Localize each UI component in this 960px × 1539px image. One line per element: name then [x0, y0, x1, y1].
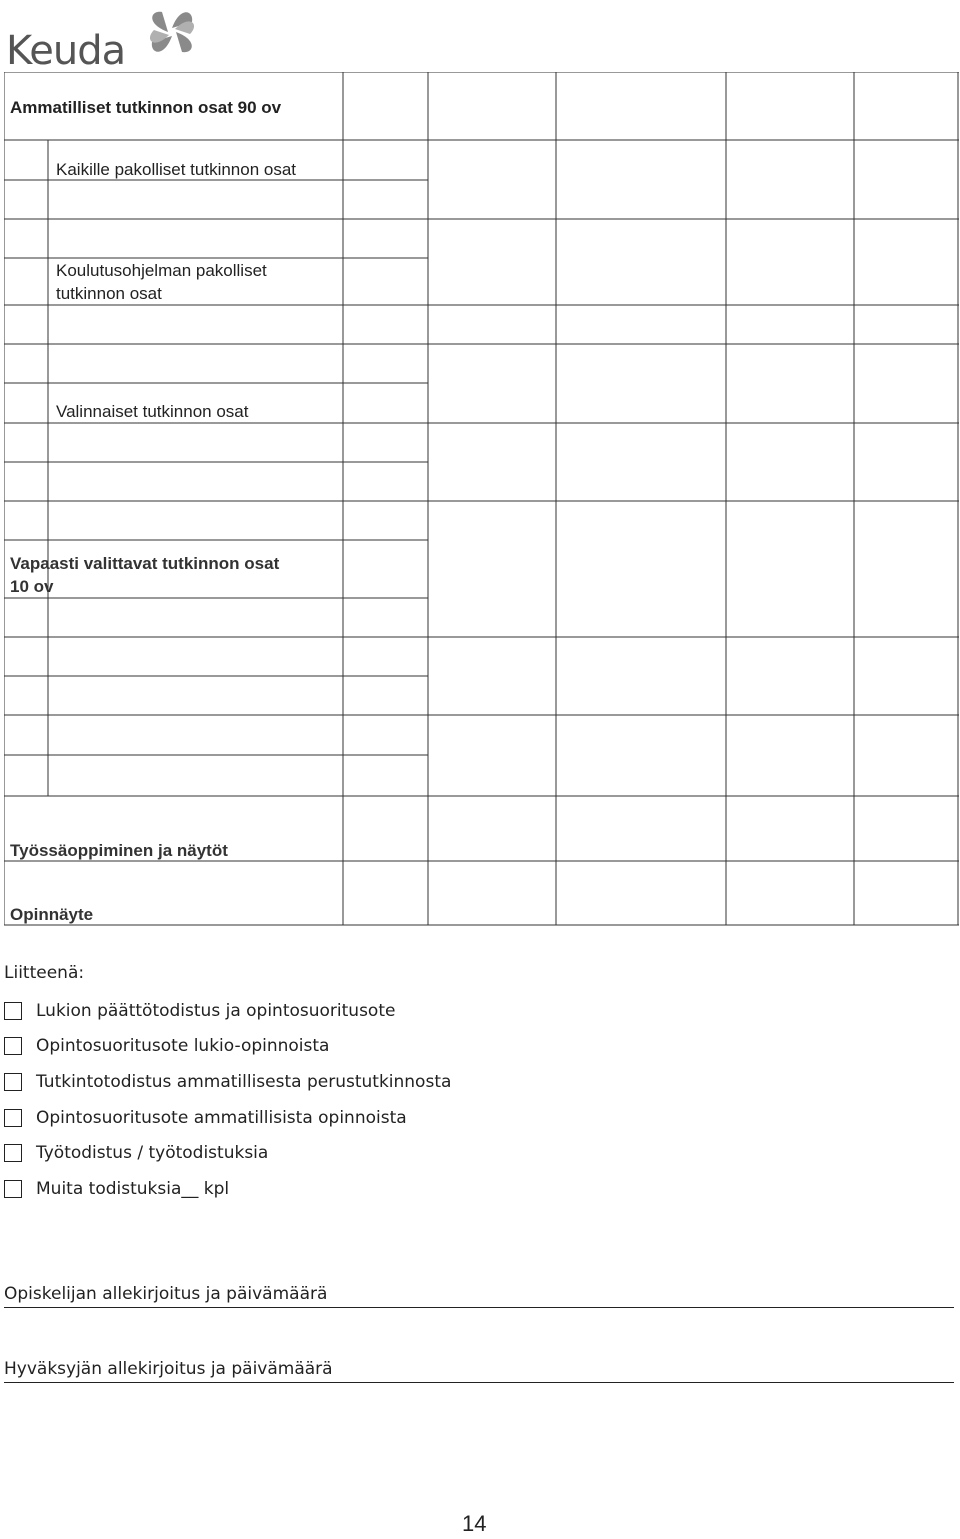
attachment-item — [4, 993, 451, 1029]
student-signature-line[interactable] — [4, 1307, 954, 1308]
checkbox[interactable] — [4, 1109, 22, 1127]
row-label-kaikille-pakolliset: Kaikille pakolliset tutkinnon osat — [56, 160, 297, 179]
page-number: 14 — [462, 1511, 487, 1536]
form-table-grid — [4, 72, 959, 926]
attachment-item — [4, 1064, 451, 1100]
row-label-tyossaoppiminen: Työssäoppiminen ja näytöt — [10, 841, 228, 860]
attachment-item — [4, 1100, 451, 1136]
checkbox[interactable] — [4, 1180, 22, 1198]
attachment-label: Työtodistus / työtodistuksia — [36, 1143, 269, 1164]
attachment-label: Tutkintotodistus ammatillisesta perustutkinnosta — [36, 1071, 452, 1092]
attachment-label: Muita todistuksia__ kpl — [36, 1178, 230, 1199]
checkbox[interactable] — [4, 1037, 22, 1055]
approver-signature-label: Hyväksyjän allekirjoitus ja päivämäärä — [4, 1359, 333, 1379]
attachment-label: Opintosuoritusote ammatillisista opinnoista — [36, 1107, 407, 1128]
row-label-ammatilliset: Ammatilliset tutkinnon osat 90 ov — [10, 98, 282, 117]
keuda-logo — [4, 0, 204, 76]
student-signature-label: Opiskelijan allekirjoitus ja päivämäärä — [4, 1284, 328, 1304]
attachment-item — [4, 1135, 451, 1171]
logo-text: Keuda — [6, 28, 126, 74]
approver-signature-line[interactable] — [4, 1382, 954, 1383]
row-label-valinnaiset: Valinnaiset tutkinnon osat — [56, 402, 249, 421]
checkbox[interactable] — [4, 1073, 22, 1091]
row-label-opinnayte: Opinnäyte — [10, 905, 94, 924]
attachment-label: Opintosuoritusote lukio-opinnoista — [36, 1036, 330, 1057]
row-label-koulutusohjelman: Koulutusohjelman pakolliset tutkinnon osat — [56, 261, 267, 303]
attachment-item — [4, 1171, 451, 1207]
row-label-vapaasti-valittavat: Vapaasti valittavat tutkinnon osat 10 ov — [10, 554, 280, 596]
checkbox[interactable] — [4, 1144, 22, 1162]
attachment-label: Lukion päättötodistus ja opintosuoritusote — [36, 1000, 396, 1021]
attachment-item — [4, 1029, 451, 1065]
attachments-title: Liitteenä: — [4, 963, 85, 983]
attachments-section — [4, 958, 451, 1207]
checkbox[interactable] — [4, 1002, 22, 1020]
